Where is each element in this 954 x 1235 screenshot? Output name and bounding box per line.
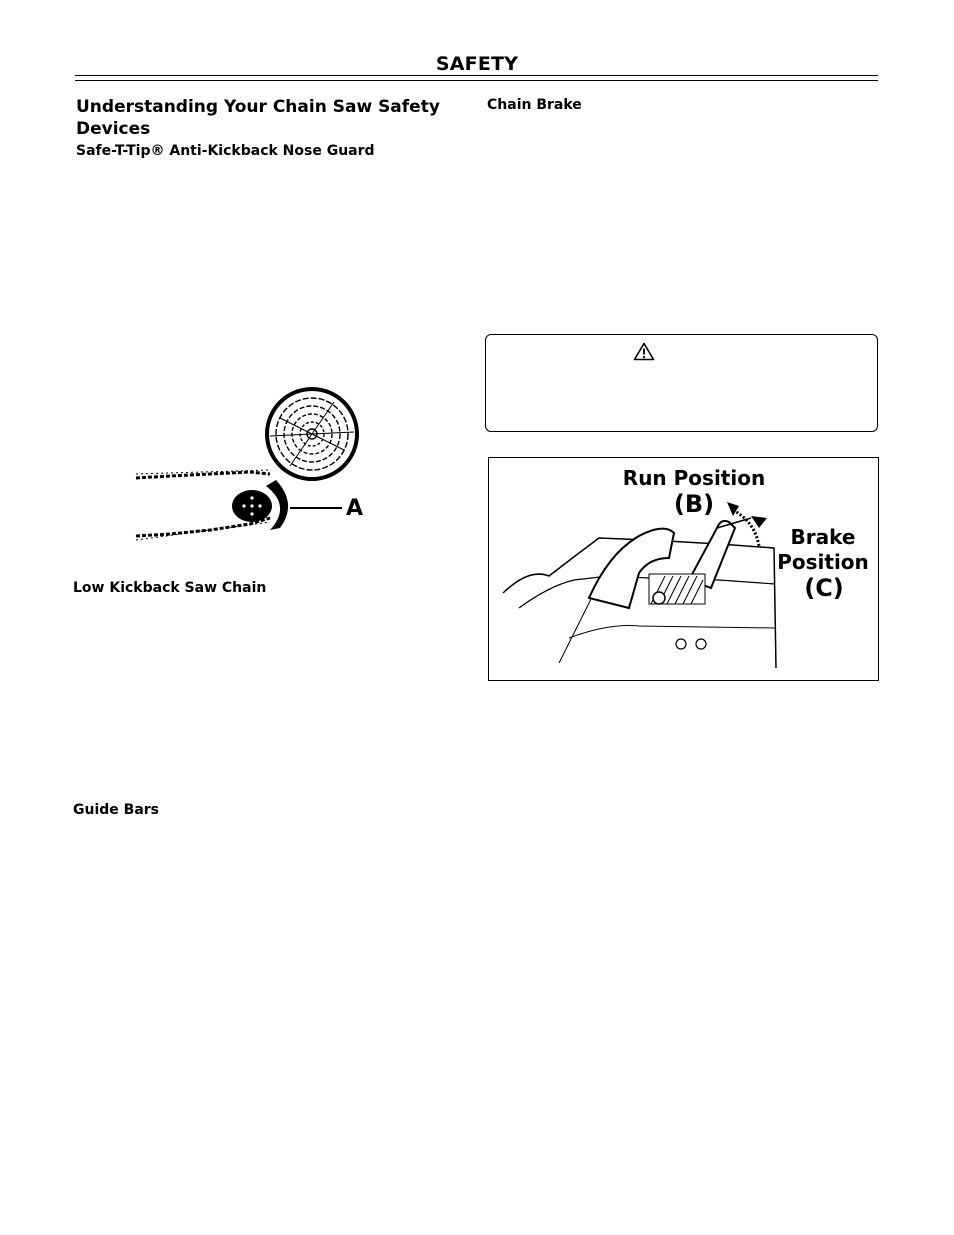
- low-kickback-heading: Low Kickback Saw Chain: [73, 580, 267, 596]
- chain-brake-figure: [488, 457, 879, 681]
- warning-triangle-icon: [633, 342, 655, 361]
- log-icon: [267, 389, 357, 479]
- nose-guard-illustration: [130, 378, 380, 550]
- page-title: SAFETY: [435, 53, 519, 75]
- brake-position-label-line2: Position: [777, 550, 869, 574]
- header-rule-top: [75, 75, 878, 76]
- brake-position-label-line1: Brake: [790, 525, 856, 549]
- brake-position-letter: (C): [804, 574, 844, 602]
- run-position-label: Run Position: [622, 466, 766, 490]
- section-heading: Understanding Your Chain Saw Safety Devices: [76, 97, 440, 139]
- nose-guard-heading: Safe-T-Tip® Anti-Kickback Nose Guard: [76, 143, 375, 159]
- nose-guard-label: A: [346, 496, 364, 521]
- header-rule-bottom: [75, 80, 878, 81]
- chain-brake-heading: Chain Brake: [487, 97, 582, 113]
- run-position-letter: (B): [673, 490, 715, 518]
- nose-guard-icon: [232, 480, 288, 530]
- warning-box: [485, 334, 878, 432]
- guide-bars-heading: Guide Bars: [73, 802, 160, 818]
